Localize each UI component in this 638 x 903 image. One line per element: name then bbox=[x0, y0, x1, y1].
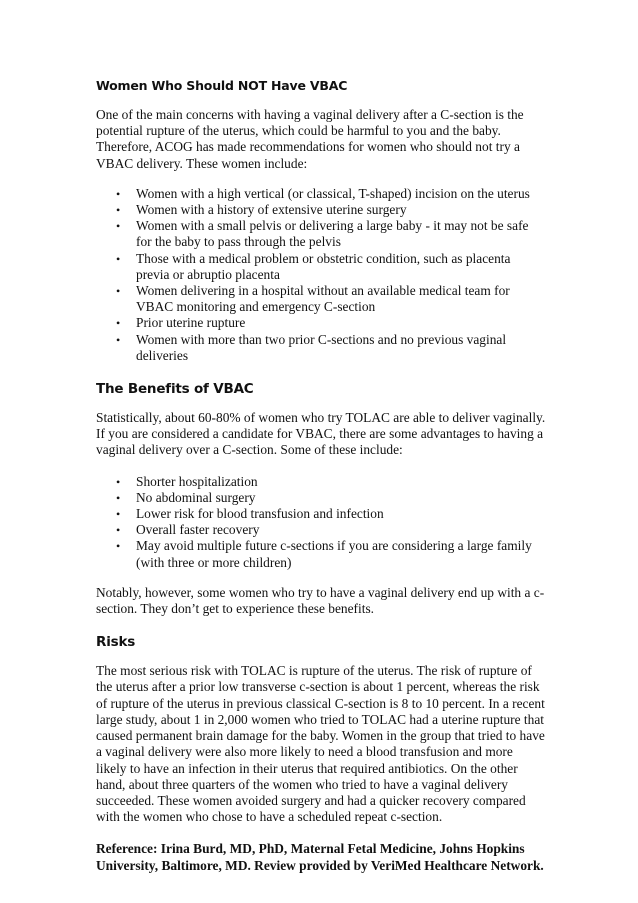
list-item: • Women with a high vertical (or classical, T-shaped) incision on the uterus bbox=[96, 186, 546, 202]
not-vbac-list bbox=[96, 186, 546, 364]
section-body-risks: The most serious risk with TOLAC is rupture of the uterus. The risk of rupture of the uterus after a prior low transverse c-section is about 1 percent, whereas the risk of rupture of the uterus in previous classical C-section is 8 to 10 percent. In a recent large study, about 1 in 2,000 women who tried to TOLAC had a uterine rupture that caused permanent brain damage for the baby. Women in the group that tried to have a vaginal delivery were also more likely to need a blood transfusion and more likely to have an infection in their uterus that required antibiotics. On the other hand, about three quarters of the women who tried to have a vaginal delivery succeeded. These women avoided surgery and had a quicker recovery compared with the women who chose to have a scheduled repeat c-section. bbox=[96, 663, 545, 825]
list-item: • Shorter hospitalization bbox=[96, 474, 546, 490]
section-heading-not-vbac: Women Who Should NOT Have VBAC bbox=[96, 78, 348, 93]
list-item: • Women delivering in a hospital without an available medical team for VBAC monitoring and emergency C-section bbox=[96, 283, 546, 315]
section-outro-benefits: Notably, however, some women who try to have a vaginal delivery end up with a c-section. They don’t get to experience these benefits. bbox=[96, 584, 545, 617]
benefits-list bbox=[96, 474, 546, 571]
list-item: • Prior uterine rupture bbox=[96, 315, 546, 331]
list-item: • No abdominal surgery bbox=[96, 490, 546, 506]
section-intro-not-vbac: One of the main concerns with having a vaginal delivery after a C-section is the potential rupture of the uterus, which could be harmful to you and the baby. Therefore, ACOG has made recommendations for women who should not try a VBAC delivery. These women include: bbox=[96, 107, 524, 171]
section-heading-benefits: The Benefits of VBAC bbox=[96, 381, 254, 398]
section-heading-risks: Risks bbox=[96, 634, 136, 651]
section-intro-benefits: Statistically, about 60-80% of women who try TOLAC are able to deliver vaginally. If you are considered a candidate for VBAC, there are some advantages to having a vaginal delivery over a C-section. Some of these include: bbox=[96, 410, 546, 458]
document-page bbox=[96, 78, 546, 874]
list-item: • Those with a medical problem or obstetric condition, such as placenta previa or abruptio placenta bbox=[96, 251, 546, 283]
list-item: • Women with more than two prior C-sections and no previous vaginal deliveries bbox=[96, 332, 546, 364]
list-item: • Overall faster recovery bbox=[96, 522, 546, 538]
reference-note: Reference: Irina Burd, MD, PhD, Maternal Fetal Medicine, Johns Hopkins University, Baltimore, MD. Review provided by VeriMed Healthcare Network. bbox=[96, 841, 544, 873]
list-item: • Women with a history of extensive uterine surgery bbox=[96, 202, 546, 218]
list-item: • Lower risk for blood transfusion and infection bbox=[96, 506, 546, 522]
list-item: • Women with a small pelvis or delivering a large baby - it may not be safe for the baby to pass through the pelvis bbox=[96, 218, 546, 250]
list-item: • May avoid multiple future c-sections if you are considering a large family (with three or more children) bbox=[96, 538, 546, 570]
